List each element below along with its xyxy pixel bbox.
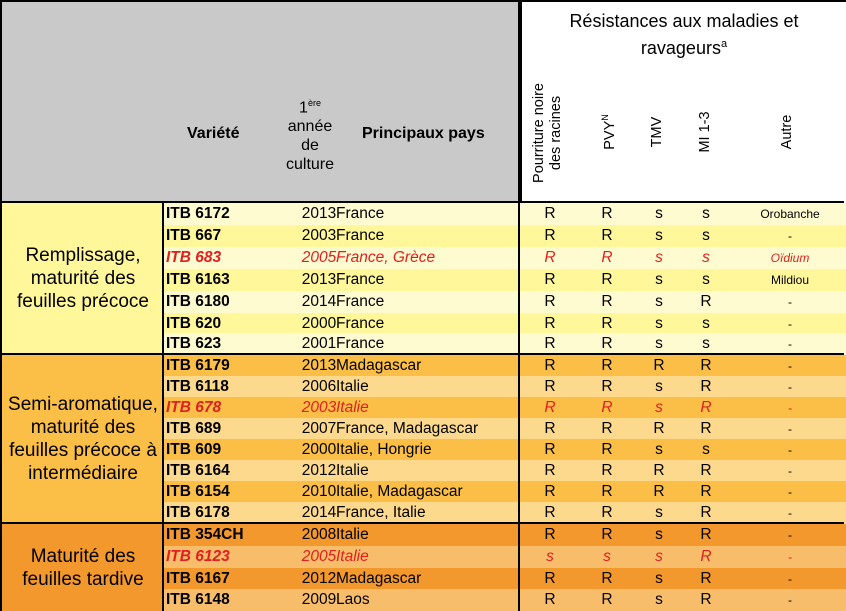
cell-autre: - <box>788 295 792 309</box>
cell-pays: France <box>336 315 385 332</box>
cell-mi: s <box>702 227 710 244</box>
cell-autre: - <box>788 422 792 436</box>
cell-pvy: R <box>601 504 613 521</box>
cell-autre: - <box>788 443 792 457</box>
header-annee-4: culture <box>285 156 335 174</box>
header-col-pvy <box>597 92 617 172</box>
cell-mi: s <box>702 315 710 332</box>
cell-variete: ITB 667 <box>166 227 222 244</box>
cell-pvy: R <box>601 378 613 395</box>
table-row <box>164 269 846 291</box>
header-resistances-line2: ravageurs <box>640 38 721 58</box>
cell-autre: - <box>788 593 792 607</box>
cell-pourriture: R <box>544 378 556 395</box>
cell-variete: ITB 6123 <box>166 548 230 565</box>
cell-pays: France <box>336 205 385 222</box>
table-row <box>164 439 846 461</box>
cell-variete: ITB 354CH <box>166 526 244 543</box>
cell-mi: R <box>700 357 712 374</box>
cell-mi: s <box>702 441 710 458</box>
group-label-1: Remplissage, maturité des feuilles précoce <box>2 203 164 353</box>
cell-pourriture: R <box>544 420 556 437</box>
cell-tmv: s <box>655 315 663 332</box>
cell-tmv: s <box>655 293 663 310</box>
cell-annee: 2012 <box>301 570 337 587</box>
cell-tmv: s <box>655 378 663 395</box>
cell-mi: s <box>702 249 710 266</box>
cell-variete: ITB 620 <box>166 315 222 332</box>
cell-pourriture: R <box>544 462 556 479</box>
cell-annee: 2014 <box>301 293 337 310</box>
cell-annee: 2000 <box>301 441 337 458</box>
header-variete: Variété <box>187 125 240 142</box>
cell-pays: France <box>336 271 385 288</box>
cell-mi: R <box>700 483 712 500</box>
cell-pourriture: R <box>544 271 556 288</box>
cell-annee: 2013 <box>301 357 337 374</box>
cell-pays: France, Italie <box>336 504 426 521</box>
cell-annee: 2008 <box>301 526 337 543</box>
cell-pourriture: R <box>544 526 556 543</box>
table-row <box>164 225 846 247</box>
cell-autre: - <box>788 506 792 520</box>
table-row <box>164 481 846 503</box>
header-col-pourriture-1: Pourriture noire <box>531 83 547 183</box>
cell-autre: Mildiou <box>770 273 809 287</box>
cell-tmv: s <box>655 526 663 543</box>
cell-annee: 2012 <box>301 462 337 479</box>
cell-mi: R <box>700 378 712 395</box>
table-row <box>164 524 846 546</box>
table-row <box>164 291 846 313</box>
table-row <box>164 333 846 355</box>
cell-annee: 2005 <box>301 548 337 565</box>
cell-pourriture: R <box>544 293 556 310</box>
cell-pourriture: R <box>544 570 556 587</box>
cell-pourriture: R <box>544 504 556 521</box>
cell-pays: France <box>336 227 385 244</box>
cell-pvy: R <box>601 249 613 266</box>
cell-tmv: s <box>655 591 663 608</box>
cell-tmv: s <box>655 441 663 458</box>
cell-tmv: s <box>655 205 663 222</box>
header-annee-1: 1 <box>299 99 308 117</box>
table-row <box>164 397 846 419</box>
cell-autre: - <box>788 337 792 351</box>
cell-annee: 2000 <box>301 315 337 332</box>
cell-pays: France <box>336 335 385 352</box>
cell-variete: ITB 609 <box>166 441 222 458</box>
cell-variete: ITB 6180 <box>166 293 230 310</box>
cell-mi: R <box>700 570 712 587</box>
table-row <box>164 546 846 568</box>
cell-variete: ITB 6118 <box>166 378 229 395</box>
cell-variete: ITB 689 <box>166 420 222 437</box>
cell-variete: ITB 6163 <box>166 271 230 288</box>
cell-annee: 2003 <box>301 399 337 416</box>
cell-pvy: R <box>601 357 613 374</box>
cell-variete: ITB 683 <box>166 249 222 266</box>
cell-pays: France, Madagascar <box>336 420 479 437</box>
resistance-column-divider <box>518 2 520 611</box>
cell-tmv: s <box>655 271 663 288</box>
cell-pourriture: R <box>544 591 556 608</box>
cell-mi: R <box>700 548 712 565</box>
cell-pourriture: R <box>544 227 556 244</box>
cell-pvy: R <box>601 271 613 288</box>
group-label-2: Semi-aromatique, maturité des feuilles précoce à intermédiaire <box>2 355 164 522</box>
cell-mi: R <box>700 526 712 543</box>
cell-annee: 2013 <box>301 271 337 288</box>
cell-pvy: R <box>601 335 613 352</box>
cell-pvy: R <box>601 315 613 332</box>
cell-variete: ITB 6164 <box>166 462 230 479</box>
cell-variete: ITB 6172 <box>166 205 230 222</box>
header-pays: Principaux pays <box>362 125 485 142</box>
group-label-3: Maturité des feuilles tardive <box>2 524 164 611</box>
cell-mi: R <box>700 462 712 479</box>
group-divider-2 <box>2 522 844 524</box>
cell-annee: 2006 <box>301 378 337 395</box>
cell-autre: Oïdium <box>770 251 810 265</box>
header-left-bg <box>2 2 520 203</box>
cell-pvy: R <box>601 227 613 244</box>
cell-annee: 2005 <box>301 249 337 266</box>
cell-autre: - <box>788 380 792 394</box>
cell-autre: - <box>788 528 792 542</box>
cell-mi: R <box>700 420 712 437</box>
header-divider <box>2 201 844 203</box>
cell-pvy: s <box>603 548 611 565</box>
cell-tmv: s <box>655 399 663 416</box>
table-row <box>164 589 846 611</box>
cell-variete: ITB 6167 <box>166 570 230 587</box>
cell-mi: s <box>702 205 710 222</box>
cell-pvy: R <box>601 483 613 500</box>
cell-annee: 2007 <box>301 420 337 437</box>
cell-pourriture: R <box>544 357 556 374</box>
table-row <box>164 313 846 335</box>
header-col-pourriture <box>531 65 567 201</box>
table-row <box>164 568 846 590</box>
cell-variete: ITB 6154 <box>166 483 230 500</box>
header-resistances-line1: Résistances aux maladies et <box>569 11 799 31</box>
cell-pvy: R <box>601 591 613 608</box>
cell-pvy: R <box>601 293 613 310</box>
cell-pays: Madagascar <box>336 357 422 374</box>
cell-tmv: s <box>655 548 663 565</box>
cell-variete: ITB 6178 <box>166 504 230 521</box>
cell-pvy: R <box>601 570 613 587</box>
cell-annee: 2003 <box>301 227 337 244</box>
cell-pays: Italie <box>336 399 369 416</box>
cell-pvy: R <box>601 526 613 543</box>
cell-pays: Italie <box>336 462 369 479</box>
cell-tmv: s <box>655 227 663 244</box>
cell-variete: ITB 623 <box>166 335 222 352</box>
cell-pays: Italie <box>336 526 369 543</box>
cell-mi: s <box>702 271 710 288</box>
cell-variete: ITB 678 <box>166 399 222 416</box>
cell-tmv: R <box>653 420 665 437</box>
cell-tmv: R <box>653 462 665 479</box>
header-annee-sup: ère <box>307 98 321 108</box>
table-row <box>164 502 846 524</box>
cell-mi: R <box>700 504 712 521</box>
cell-autre: - <box>788 464 792 478</box>
cell-autre: - <box>788 401 792 415</box>
cell-autre: - <box>788 229 792 243</box>
table-row <box>164 247 846 269</box>
cell-pvy: R <box>601 462 613 479</box>
cell-pvy: R <box>601 441 613 458</box>
cell-pourriture: R <box>544 441 556 458</box>
cell-pourriture: R <box>544 399 556 416</box>
cell-mi: R <box>700 591 712 608</box>
header-annee-2: année <box>287 118 333 136</box>
cell-tmv: R <box>653 483 665 500</box>
table-row <box>164 203 846 225</box>
header-resistances-title <box>522 10 846 60</box>
cell-pourriture: s <box>546 548 554 565</box>
cell-tmv: s <box>655 249 663 266</box>
cell-pays: Italie, Madagascar <box>336 483 463 500</box>
cell-pvy: R <box>601 205 613 222</box>
cell-pourriture: R <box>544 205 556 222</box>
cell-pvy: R <box>601 399 613 416</box>
cell-mi: R <box>700 399 712 416</box>
header-col-pourriture-2: des racines <box>548 95 564 171</box>
cell-tmv: s <box>655 335 663 352</box>
table-row <box>164 460 846 482</box>
cell-annee: 2013 <box>301 205 337 222</box>
cell-variete: ITB 6179 <box>166 357 230 374</box>
cell-pourriture: R <box>544 249 556 266</box>
cell-autre: - <box>788 550 792 564</box>
header-col-pvy-sup: N <box>600 114 610 121</box>
header-annee-3: de <box>301 137 319 155</box>
cell-pays: France, Grèce <box>336 249 436 266</box>
cell-pvy: R <box>601 420 613 437</box>
header-resistances-sup: a <box>720 38 728 50</box>
cell-mi: s <box>702 335 710 352</box>
cell-pays: Italie <box>336 548 369 565</box>
cell-pays: Italie, Hongrie <box>336 441 432 458</box>
label-column-divider <box>162 201 164 611</box>
cell-pourriture: R <box>544 315 556 332</box>
cell-autre: - <box>788 572 792 586</box>
table-row <box>164 418 846 440</box>
cell-mi: R <box>700 293 712 310</box>
cell-tmv: R <box>653 357 665 374</box>
table-row <box>164 355 846 377</box>
cell-pourriture: R <box>544 483 556 500</box>
cell-pays: France <box>336 293 385 310</box>
header-col-pvy-text: PVY <box>601 120 618 150</box>
cell-pays: Italie <box>336 378 369 395</box>
cell-autre: - <box>788 359 792 373</box>
cell-autre: Orobanche <box>760 207 820 221</box>
cell-tmv: s <box>655 504 663 521</box>
cell-annee: 2001 <box>301 335 337 352</box>
cell-autre: - <box>788 485 792 499</box>
cell-annee: 2014 <box>301 504 337 521</box>
cell-pays: Laos <box>336 591 370 608</box>
cell-annee: 2009 <box>301 591 337 608</box>
header-col-tmv: TMV <box>649 116 665 148</box>
group-divider-1 <box>2 353 844 355</box>
header-col-mi: MI 1-3 <box>697 111 713 153</box>
table-row <box>164 376 846 398</box>
cell-pourriture: R <box>544 335 556 352</box>
cell-pays: Madagascar <box>336 570 422 587</box>
cell-annee: 2010 <box>301 483 337 500</box>
cell-autre: - <box>788 317 792 331</box>
cell-tmv: s <box>655 570 663 587</box>
header-annee <box>270 94 350 174</box>
cell-variete: ITB 6148 <box>166 591 230 608</box>
header-col-autre: Autre <box>779 114 795 150</box>
